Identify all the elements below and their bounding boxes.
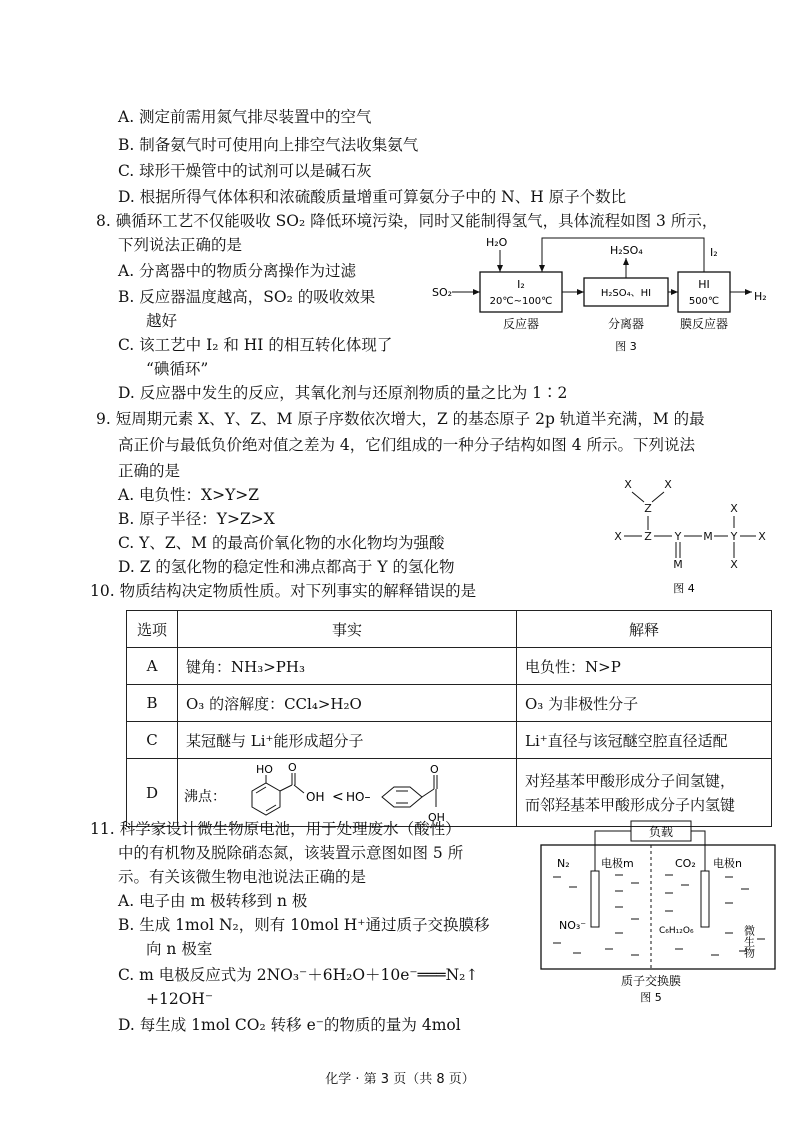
svg-text:OH: OH <box>428 810 445 824</box>
electrode-n <box>701 871 709 927</box>
q11-option-c-line2: +12OH⁻ <box>146 990 214 1008</box>
q7-option-b: B. 制备氨气时可使用向上排空气法收集氨气 <box>118 136 419 154</box>
figure-4-caption: 图 4 <box>673 582 695 595</box>
figure-3-flowchart <box>430 230 780 360</box>
q10-stem: 10. 物质结构决定物质性质。对下列事实的解释错误的是 <box>90 582 477 600</box>
q10-table <box>126 610 772 827</box>
q11-option-c-line1: C. m 电极反应式为 2NO₃⁻＋6H₂O＋10e⁻═══N₂↑ <box>118 966 479 984</box>
svg-text:X: X <box>664 478 672 491</box>
membrane-reactor-label: 膜反应器 <box>679 317 729 331</box>
q11-stem-line2: 中的有机物及脱除硝态氮，该装置示意图如图 5 所 <box>118 844 464 862</box>
q8-stem-line2: 下列说法正确的是 <box>118 236 243 254</box>
svg-text:质子交换膜: 质子交换膜 <box>620 974 682 988</box>
q11-option-b-line2: 向 n 极室 <box>146 940 213 958</box>
separator-text: H₂SO₄、HI <box>600 288 652 299</box>
svg-text:NO₃⁻: NO₃⁻ <box>559 919 587 932</box>
q11-option-a: A. 电子由 m 极转移到 n 极 <box>118 892 308 910</box>
svg-text:电极n: 电极n <box>713 857 742 870</box>
svg-text:X: X <box>730 502 738 515</box>
fig3-i2-label: I₂ <box>710 246 718 259</box>
q8-option-a: A. 分离器中的物质分离操作为过滤 <box>118 262 357 280</box>
table-row: A 键角：NH₃>PH₃ 电负性：N>P <box>127 648 772 685</box>
reactor-line1: I₂ <box>517 278 525 291</box>
q8-stem-line1: 8. 碘循环工艺不仅能吸收 SO₂ 降低环境污染，同时又能制得氢气，具体流程如图 3 所示， <box>96 212 718 230</box>
svg-text:X: X <box>730 558 738 571</box>
q8-option-b-line2: 越好 <box>146 312 178 330</box>
electrode-m <box>591 871 599 927</box>
svg-text:Z: Z <box>644 502 652 515</box>
q9-option-c: C. Y、Z、M 的最高价氧化物的水化物均为强酸 <box>118 534 445 552</box>
figure-5-cell <box>535 815 780 1005</box>
svg-text:OH: OH <box>306 789 325 804</box>
membrane-reactor-line1: HI <box>698 278 710 291</box>
fig3-so2-label: SO₂ <box>432 286 453 299</box>
q8-option-c-line2: “碘循环” <box>146 360 209 378</box>
svg-text:X: X <box>758 530 766 543</box>
fig3-h2-label: H₂ <box>754 290 767 303</box>
q7-option-d: D. 根据所得气体体积和浓硫酸质量增重可算氨分子中的 N、H 原子个数比 <box>118 188 627 206</box>
q8-option-c-line1: C. 该工艺中 I₂ 和 HI 的相互转化体现了 <box>118 336 393 354</box>
row-d-explanation-line2: 而邻羟基苯甲酸形成分子内氢键 <box>525 795 736 814</box>
membrane-reactor-line2: 500℃ <box>688 296 720 307</box>
fig3-h2o-label: H₂O <box>486 236 508 249</box>
svg-text:微生物: 微生物 <box>742 925 756 958</box>
table-row: C 某冠醚与 Li⁺能形成超分子 Li⁺直径与该冠醚空腔直径适配 <box>127 722 772 759</box>
separator-label: 分离器 <box>607 317 645 331</box>
q11-option-d: D. 每生成 1mol CO₂ 转移 e⁻的物质的量为 4mol <box>118 1016 461 1034</box>
header-explanation: 解释 <box>517 611 772 648</box>
table-header-row <box>127 611 772 648</box>
header-fact: 事实 <box>178 611 517 648</box>
svg-text:负载: 负载 <box>648 825 674 839</box>
svg-text:N₂: N₂ <box>557 857 570 870</box>
table-row: B O₃ 的溶解度：CCl₄>H₂O O₃ 为非极性分子 <box>127 685 772 722</box>
figure-3-caption: 图 3 <box>615 340 637 353</box>
q9-stem-line2: 高正价与最低负价绝对值之差为 4，它们组成的一种分子结构如图 4 所示。下列说法 <box>118 436 696 454</box>
reactor-line2: 20℃~100℃ <box>489 296 553 307</box>
boiling-point-structures <box>182 761 512 825</box>
svg-text:O: O <box>430 762 439 776</box>
row-d-explanation-line1: 对羟基苯甲酸形成分子间氢键， <box>525 771 736 790</box>
figure-5-caption: 图 5 <box>640 991 662 1004</box>
q8-option-d: D. 反应器中发生的反应，其氧化剂与还原剂物质的量之比为 1∶2 <box>118 384 568 402</box>
q9-option-a: A. 电负性：X>Y>Z <box>118 486 260 504</box>
svg-text:O: O <box>288 760 297 774</box>
q9-option-d: D. Z 的氢化物的稳定性和沸点都高于 Y 的氢化物 <box>118 558 455 576</box>
page-footer: 化学 · 第 3 页（共 8 页） <box>325 1072 475 1087</box>
q7-option-c: C. 球形干燥管中的试剂可以是碱石灰 <box>118 162 372 180</box>
svg-text:X: X <box>614 530 622 543</box>
q9-option-b: B. 原子半径：Y>Z>X <box>118 510 275 528</box>
q11-option-b-line1: B. 生成 1mol N₂，则有 10mol H⁺通过质子交换膜移 <box>118 916 490 934</box>
svg-text:电极m: 电极m <box>601 857 634 870</box>
svg-text:Y: Y <box>730 530 738 543</box>
svg-text:C₆H₁₂O₆: C₆H₁₂O₆ <box>659 926 694 936</box>
header-option: 选项 <box>127 611 178 648</box>
q9-stem-line3: 正确的是 <box>118 462 181 480</box>
reactor-label: 反应器 <box>502 317 540 331</box>
svg-text:X: X <box>624 478 632 491</box>
svg-text:CO₂: CO₂ <box>675 857 696 870</box>
q11-stem-line1: 11. 科学家设计微生物原电池，用于处理废水（酸性） <box>90 820 461 838</box>
svg-text:沸点：: 沸点： <box>184 788 226 805</box>
figure-4-molecule <box>610 470 780 600</box>
svg-text:Y: Y <box>674 530 682 543</box>
svg-text:<: < <box>332 788 344 805</box>
svg-text:M: M <box>673 558 683 571</box>
table-row: D 沸点： HO O OH < HO– O OH 对羟基苯甲酸形成分子间氢键， 而邻羟基苯甲酸形成分子内氢键 <box>127 759 772 827</box>
fig3-h2so4-label: H₂SO₄ <box>610 244 643 257</box>
q9-stem-line1: 9. 短周期元素 X、Y、Z、M 原子序数依次增大，Z 的基态原子 2p 轨道半充满，M 的最 <box>96 410 705 428</box>
q8-option-b-line1: B. 反应器温度越高，SO₂ 的吸收效果 <box>118 288 376 306</box>
svg-text:HO: HO <box>256 762 273 776</box>
q7-option-a: A. 测定前需用氮气排尽装置中的空气 <box>118 108 372 126</box>
svg-text:HO–: HO– <box>346 789 371 804</box>
svg-text:Z: Z <box>644 530 652 543</box>
q11-stem-line3: 示。有关该微生物电池说法正确的是 <box>118 868 367 886</box>
svg-text:M: M <box>703 530 713 543</box>
